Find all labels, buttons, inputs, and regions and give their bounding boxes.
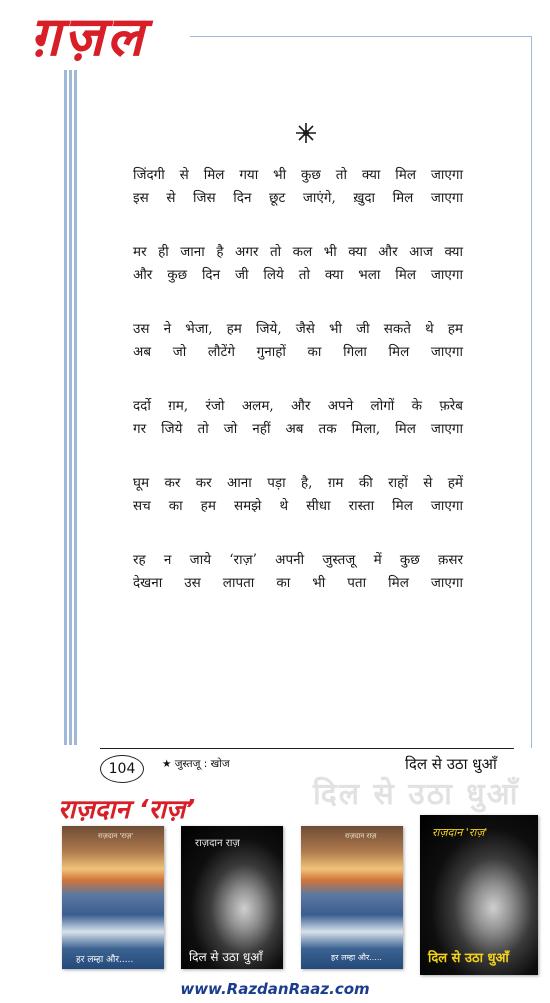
book-cover-author: राज़दान 'राज़' [98, 832, 134, 840]
poem-line: इस से जिस दिन छूट जाएंगे, ख़ुदा मिल जाएगा [133, 190, 463, 206]
poem [133, 164, 463, 626]
book-cover-title: हर लम्हा और..... [76, 955, 134, 965]
poem-line: और कुछ दिन जी लिये तो क्या भला मिल जाएगा [133, 267, 463, 283]
book-title-watermark: दिल से उठा धुआँ [313, 777, 520, 812]
book-cover-title: दिल से उठा धुआँ [428, 951, 509, 966]
couplet [133, 472, 463, 518]
poem-line: जिंदगी से मिल गया भी कुछ तो क्या मिल जाएगा [133, 167, 463, 183]
poem-line: रह न जाये ‘राज़’ अपनी जुस्तजू में कुछ क़सर [133, 552, 463, 568]
couplet [133, 318, 463, 364]
couplet [133, 549, 463, 595]
header-rule [190, 36, 532, 37]
poem-line: देखना उस लापता का भी पता मिल जाएगा [133, 575, 463, 591]
couplet [133, 241, 463, 287]
book-title: दिल से उठा धुआँ [405, 755, 497, 773]
book-cover-author: राज़दान राज़ [345, 832, 377, 840]
poem-line: उस ने भेजा, हम जिये, जैसे भी जी सकते थे हम [133, 321, 463, 337]
right-border-rule [531, 36, 532, 748]
book-cover[interactable] [62, 826, 164, 969]
book-cover-author: राज़दान 'राज़' [432, 826, 488, 839]
book-cover-title: दिल से उठा धुआँ [189, 950, 263, 964]
poem-line: अब जो लौटेंगे गुनाहों का गिला मिल जाएगा [133, 344, 463, 360]
book-cover-author: राज़दान राज़ [195, 838, 240, 849]
book-cover[interactable] [420, 815, 538, 975]
footer-rule [100, 748, 514, 749]
book-cover-title: हर लम्हा और..... [331, 953, 382, 962]
page-number: 104 [100, 755, 144, 783]
page-heading: ग़ज़ल [30, 5, 147, 68]
poem-line: सच का हम समझे थे सीधा रास्ता मिल जाएगा [133, 498, 463, 514]
poem-line: गर जिये तो जो नहीं अब तक मिला, मिल जाएगा [133, 421, 463, 437]
book-cover[interactable] [181, 826, 283, 969]
left-rule-1 [64, 70, 67, 745]
couplet [133, 164, 463, 210]
poem-line: दर्दो ग़म, रंजो अलम, और अपने लोगों के फ़रेब [133, 398, 463, 414]
left-rule-3 [74, 70, 77, 745]
website-link[interactable]: www.RazdanRaaz.com [180, 980, 370, 998]
author-name: राज़दान ‘राज़’ [58, 795, 196, 825]
left-rule-2 [69, 70, 72, 745]
couplet [133, 395, 463, 441]
book-cover[interactable] [301, 826, 403, 969]
footnote: ★ जुस्तजू : खोज [162, 758, 230, 770]
poem-line: घूम कर कर आना पड़ा है, ग़म की राहों से हमें [133, 475, 463, 491]
ornament-icon [290, 122, 322, 150]
poem-line: मर ही जाना है अगर तो कल भी क्या और आज क्या [133, 244, 463, 260]
